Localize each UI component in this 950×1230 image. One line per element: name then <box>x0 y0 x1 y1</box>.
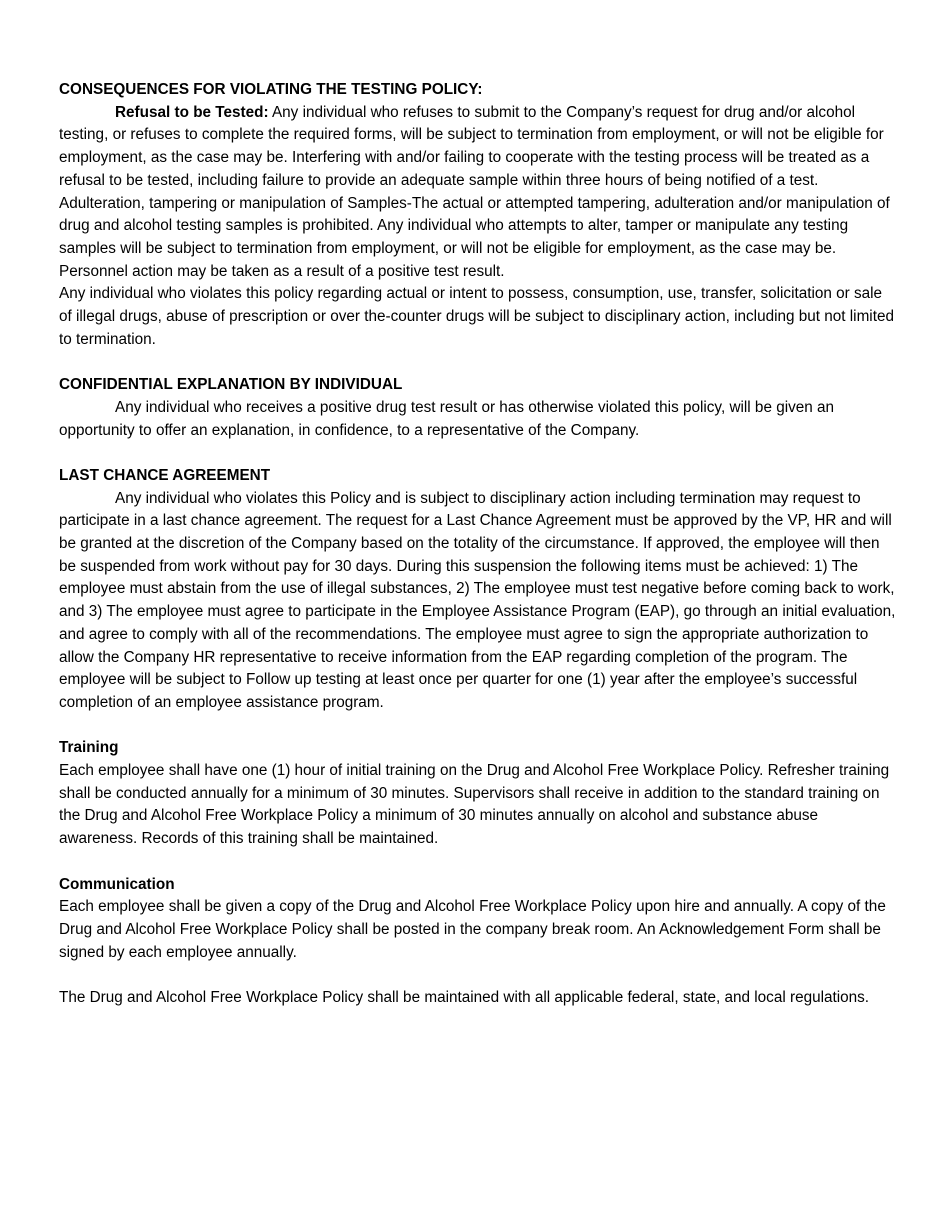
closing-paragraph: The Drug and Alcohol Free Workplace Policy shall be maintained with all applicable federal, state, and local regulations. <box>59 989 870 1007</box>
consequences-heading: CONSEQUENCES FOR VIOLATING THE TESTING POLICY: <box>59 81 483 98</box>
confidential-section <box>59 374 897 442</box>
refusal-paragraph <box>59 102 897 193</box>
communication-paragraph: Each employee shall be given a copy of the Drug and Alcohol Free Workplace Policy upon hire and annually. A copy of the Drug and Alcohol Free Workplace Policy shall be posted in the company break room. An Acknowledgement Form shall be signed by each employee annually. <box>59 898 886 961</box>
section-spacer <box>59 351 897 374</box>
personnel-paragraph: Personnel action may be taken as a result of a positive test result. <box>59 262 505 280</box>
confidential-heading: CONFIDENTIAL EXPLANATION BY INDIVIDUAL <box>59 376 403 394</box>
adulteration-paragraph: Adulteration, tampering or manipulation of Samples-The actual or attempted tampering, adulteration and/or manipulation of drug and alcohol testing samples is prohibited. Any individual who attempts to alter, tamper or manipulate any testing samples will be subject to termination from employment, or will not be eligible for employment, as the case may be. <box>59 194 890 257</box>
last-chance-section <box>59 465 897 715</box>
consequences-section <box>59 79 897 351</box>
closing-section <box>59 987 897 1010</box>
section-spacer <box>59 851 897 874</box>
refusal-text: Any individual who refuses to submit to the Company’s request for drug and/or alcohol testing, or refuses to complete the required forms, will be subject to termination from employment, or will not be eligible for employment, as the case may be. Interfering with and/or failing to cooperate with the testing process will be treated as a refusal to be tested, including failure to provide an adequate sample within three hours of being notified of a test. <box>59 103 884 189</box>
section-spacer <box>59 442 897 465</box>
training-heading: Training <box>59 739 119 757</box>
training-paragraph: Each employee shall have one (1) hour of initial training on the Drug and Alcohol Free Workplace Policy. Refresher training shall be conducted annually for a minimum of 30 minutes. Supervisors shall receive in addition to the standard training on the Drug and Alcohol Free Workplace Policy a minimum of 30 minutes annually on alcohol and substance abuse awareness. Records of this training shall be maintained. <box>59 762 890 848</box>
section-spacer <box>59 964 897 987</box>
confidential-paragraph: Any individual who receives a positive drug test result or has otherwise violated this policy, will be given an opportunity to offer an explanation, in confidence, to a representative of the Company. <box>59 398 835 439</box>
communication-section <box>59 874 897 965</box>
violation-paragraph: Any individual who violates this policy regarding actual or intent to possess, consumption, use, transfer, solicitation or sale of illegal drugs, abuse of prescription or over the-counter drugs will be subject to disciplinary action, including but not limited to termination. <box>59 285 894 348</box>
last-chance-paragraph: Any individual who violates this Policy and is subject to disciplinary action including termination may request to participate in a last chance agreement. The request for a Last Chance Agreement must be approved by the VP, HR and will be granted at the discretion of the Company based on the totality of the circumstance. If approved, the employee will then be suspended from work without pay for 30 days. During this suspension the following items must be achieved: 1) The employee must abstain from the use of illegal substances, 2) The employee must test negative before coming back to work, and 3) The employee must agree to participate in the Employee Assistance Program (EAP), go through an initial evaluation, and agree to comply with all of the recommendations. The employee must agree to sign the appropriate authorization to allow the Company HR representative to receive information from the EAP regarding completion of the program. The employee will be subject to Follow up testing at least once per quarter for one (1) year after the employee’s successful completion of an employee assistance program. <box>59 489 896 711</box>
training-section <box>59 737 897 851</box>
last-chance-heading: LAST CHANCE AGREEMENT <box>59 466 271 484</box>
document-page <box>59 79 897 1010</box>
communication-heading: Communication <box>59 875 175 893</box>
refusal-label: Refusal to be Tested: <box>115 103 269 121</box>
section-spacer <box>59 715 897 738</box>
